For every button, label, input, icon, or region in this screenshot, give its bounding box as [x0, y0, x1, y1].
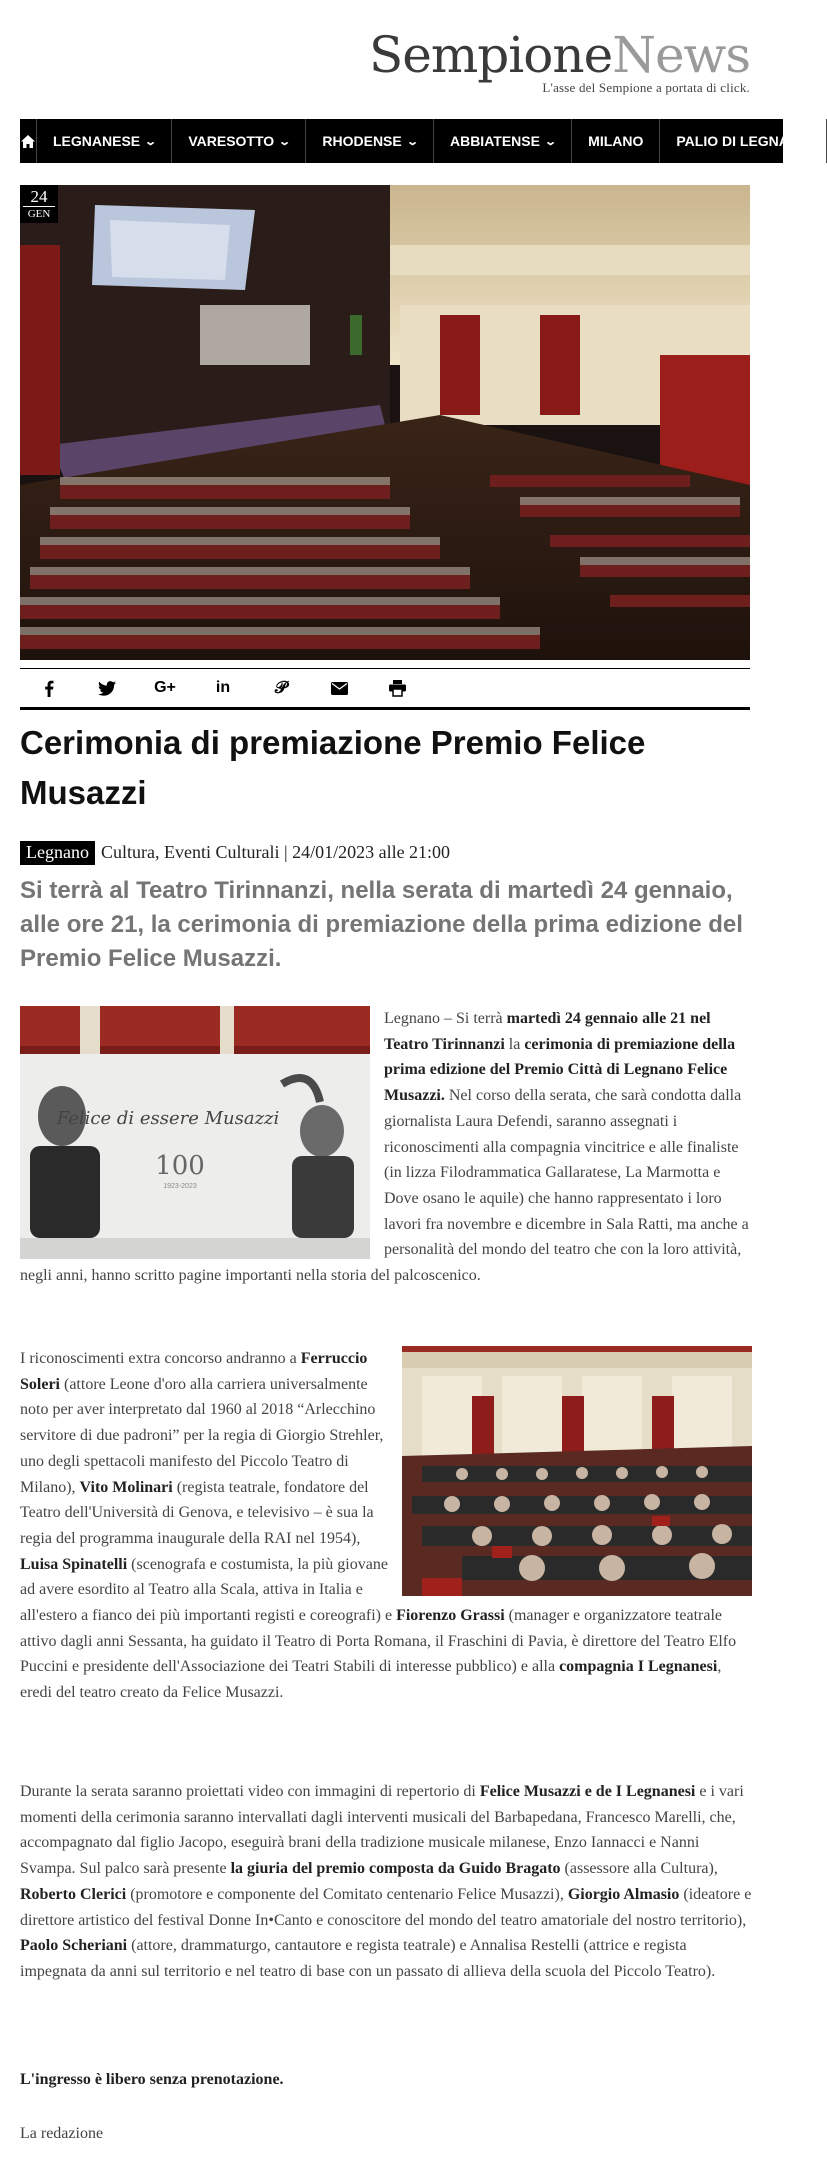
poster-years: 1923-2023 — [163, 1183, 197, 1190]
logo-text-news: News — [612, 26, 750, 84]
article-paragraph-3: Durante la serata saranno proiettati video con immagini di repertorio di Felice Musazzi e de I Legnanesi e i vari momenti della cerimonia saranno intervallati dagli interventi musicali del Barbapedana, Francesco Marelli, che, accompagnato dal figlio Jacopo, eseguirà brani della tradizione musicale milanese, Enzo Iannacci e Nanni Svampa. Sul palco sarà presente la giuria del premio composta da Guido Bragato (assessore alla Cultura), Roberto Clerici (promotore e componente del Comitato centenario Felice Musazzi), Giorgio Almasio (ideatore e direttore artistico del festival Donne In•Canto e conoscitore del mondo del teatro amatoriale del nostro territorio), Paolo Scheriani (attore, drammaturgo, cantautore e regista teatrale) e Annalisa Restelli (attrice e regista impegnata da anni sul territorio e nel teatro di base con un passato di allieva della scuola del Piccolo Teatro). — [20, 1783, 752, 1980]
home-button[interactable] — [20, 119, 37, 163]
poster-number: 100 — [155, 1151, 205, 1181]
poster-image-felice-musazzi — [20, 1006, 370, 1259]
pinterest-share-button[interactable] — [252, 678, 310, 698]
share-bar — [20, 668, 750, 710]
article-meta: Legnano Cultura, Eventi Culturali | 24/01/2023 alle 21:00 — [20, 842, 450, 863]
category-badge[interactable]: Legnano — [20, 841, 95, 865]
chevron-down-icon: ⌄ — [405, 135, 419, 148]
site-header — [0, 0, 783, 120]
chevron-down-icon: ⌄ — [144, 135, 158, 148]
date-day: 24 — [30, 187, 48, 206]
date-badge — [20, 185, 58, 223]
nav-item-legnanese[interactable]: LEGNANESE ⌄ — [37, 119, 172, 163]
print-icon — [389, 680, 406, 696]
linkedin-share-button[interactable] — [194, 679, 252, 697]
linkedin-icon: in — [215, 679, 231, 696]
facebook-icon — [44, 680, 54, 697]
tag-link-eventi-culturali[interactable]: Eventi Culturali — [163, 842, 280, 862]
google-plus-share-button[interactable] — [136, 679, 194, 697]
audience-image — [402, 1346, 752, 1596]
article-paragraph-2: I riconoscimenti extra concorso andranno a Ferruccio Soleri (attore Leone d'oro alla carriera universalmente noto per aver interpretato dal 1960 al 2018 “Arlecchino servitore di due padroni” per la regia di Giorgio Strehler, uno degli spettacoli manifesto del Piccolo Teatro di Milano), Vito Molinari (regista teatrale, fondatore del Teatro dell'Università di Genova, e televisivo – è sua la regia del programma inaugurale della RAI nel 1954), Luisa Spinatelli (scenografa e costumista, la più giovane ad avere esordito al Teatro alla Scala, attiva in Italia e all'estero a fianco dei più importanti registi e coreografi) e Fiorenzo Grassi (manager e organizzatore teatrale attivo dagli anni Sessanta, ha guidato il Teatro di Porta Romana, il Fraschini di Pavia, è direttore del Teatro Elfo Puccini e presidente dell'Associazione dei Teatri Stabili di interesse pubblico) e alla compagnia I Legnanesi, eredi del teatro creato da Felice Musazzi. — [20, 1346, 752, 1706]
nav-item-rhodense[interactable]: RHODENSE ⌄ — [306, 119, 434, 163]
chevron-down-icon: ⌄ — [278, 135, 292, 148]
article-paragraph-1: Felice di essere Musazzi 100 1923-2023 Legnano – Si terrà martedì 24 gennaio alle 21 nel Teatro Tirinnanzi la cerimonia di premiazione della prima edizione del Premio Città di Legnano Felice Musazzi. Nel corso della serata, che sarà condotta dalla giornalista Laura Defendi, saranno assegnati i riconoscimenti alla compagnia vincitrice e alle finaliste (in lizza Filodrammatica Gallaratese, La Marmotta e Dove osano le aquile) che hanno rappresentato i loro lavori fra novembre e dicembre in Sala Ratti, ma anche a personalità del mondo del teatro che con la loro attività, negli anni, hanno scritto pagine importanti nella storia del palcoscenico. — [20, 1006, 752, 1289]
nav-item-varesotto[interactable]: VARESOTTO ⌄ — [172, 119, 306, 163]
pinterest-icon: 𝒫 — [274, 678, 288, 698]
article-signature: La redazione — [20, 2125, 104, 2142]
date-month: GEN — [23, 206, 55, 223]
nav-item-milano[interactable]: MILANO — [572, 119, 660, 163]
free-entry-note: L'ingresso è libero senza prenotazione. — [20, 2071, 284, 2088]
home-icon — [20, 134, 36, 149]
site-tagline: L'asse del Sempione a portata di click. — [542, 80, 750, 95]
nav-item-palio-di-legnano[interactable]: PALIO DI LEGNANO — [660, 119, 827, 163]
chevron-down-icon: ⌄ — [544, 135, 557, 148]
email-share-button[interactable] — [310, 682, 368, 695]
article-title: Cerimonia di premiazione Premio Felice Musazzi — [20, 724, 646, 811]
email-icon — [331, 682, 348, 695]
google-plus-icon: G+ — [154, 679, 176, 696]
nav-item-abbiatense[interactable]: ABBIATENSE ⌄ — [434, 119, 572, 163]
print-button[interactable] — [368, 680, 426, 696]
article-datetime: 24/01/2023 alle 21:00 — [292, 842, 451, 862]
tag-link-cultura[interactable]: Cultura — [100, 842, 155, 862]
facebook-share-button[interactable] — [20, 680, 78, 697]
main-nav — [20, 119, 810, 163]
twitter-icon — [98, 681, 116, 696]
poster-caption: Felice di essere Musazzi — [56, 1108, 280, 1129]
site-logo[interactable] — [369, 26, 750, 96]
article-paragraph-4 — [20, 2067, 752, 2093]
article-lead: Si terrà al Teatro Tirinnanzi, nella serata di martedì 24 gennaio, alle ore 21, la cerimonia di premiazione della prima edizione del Premio Felice Musazzi. — [20, 877, 743, 972]
logo-text-sempione: Sempione — [369, 26, 613, 84]
hero-image-theatre-hall — [20, 185, 750, 660]
twitter-share-button[interactable] — [78, 681, 136, 696]
